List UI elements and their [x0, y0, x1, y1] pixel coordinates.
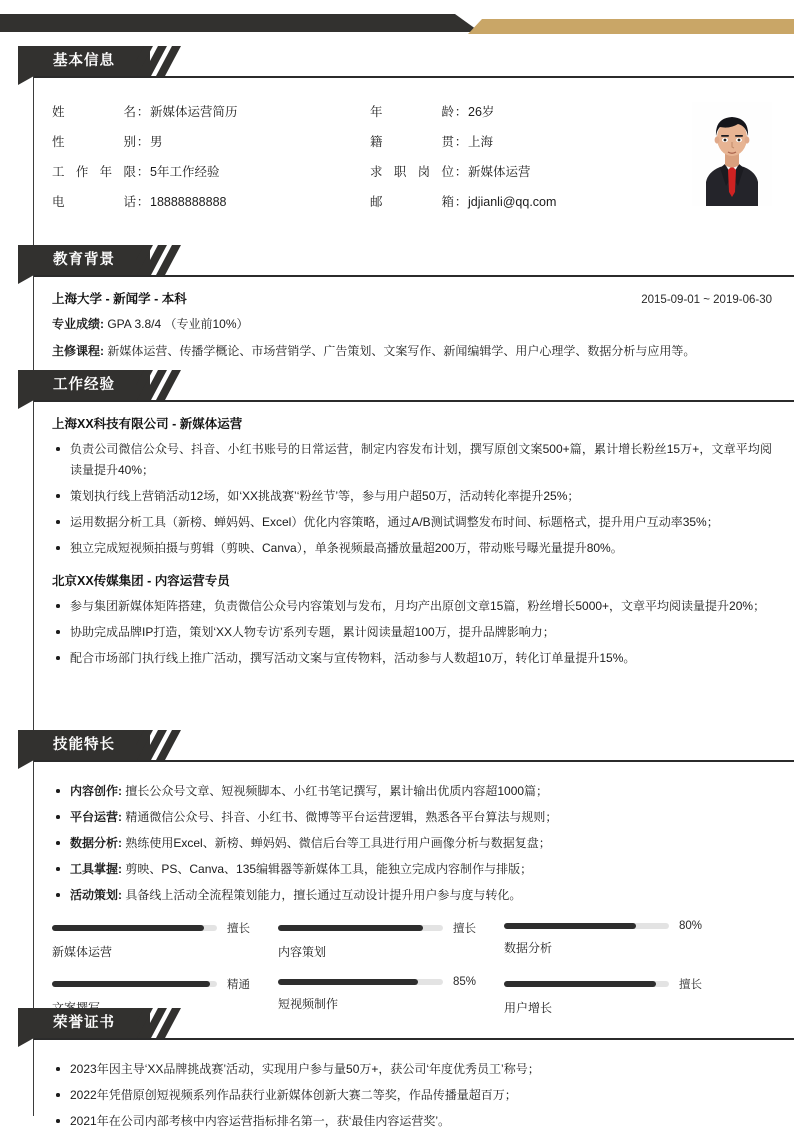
list-item: 参与集团新媒体矩阵搭建，负责微信公众号内容策划与发布，月均产出原创文章15篇，粉丝增长5000+，文章平均阅读量提升20%；: [52, 596, 772, 617]
education-courses-line: [52, 342, 772, 361]
skill-bar-value: 擅长: [227, 923, 250, 935]
skills-body: [52, 764, 772, 1032]
list-item: [52, 807, 772, 828]
skill-bar-item: [278, 920, 504, 960]
list-item: [52, 833, 772, 854]
list-item: 2021年在公司内部考核中内容运营指标排名第一，获‘最佳内容运营奖’。: [52, 1111, 772, 1132]
work-bullet-list: [52, 439, 772, 559]
info-label-age: 年 龄: [370, 105, 454, 119]
info-colon: ：: [454, 105, 468, 119]
skill-bar-line: [278, 920, 504, 936]
work-entry: [52, 571, 772, 669]
skill-label: 平台运营:: [70, 810, 122, 824]
skill-bar-line: [504, 920, 730, 932]
skills-bullet-list: [52, 781, 772, 906]
skill-bar-name: 用户增长: [504, 1001, 553, 1015]
info-row-experience: [52, 162, 370, 192]
banner-gold-stripe: [468, 19, 794, 34]
list-item: 2022年凭借原创短视频系列作品获行业新媒体创新大赛二等奖，作品传播量超百万；: [52, 1085, 772, 1106]
info-value-gender: 男: [150, 135, 163, 149]
basic-info-body: [52, 80, 772, 222]
skill-bar-name: 数据分析: [504, 941, 553, 955]
basic-info-grid: [52, 90, 772, 222]
skill-bar-line: [52, 920, 278, 936]
education-date-range: 2015-09-01 ~ 2019-06-30: [641, 294, 772, 306]
skill-bar-name: 新媒体运营: [52, 945, 113, 959]
info-label-email: 邮 箱: [370, 195, 454, 209]
list-item: 运用数据分析工具（新榜、蝉妈妈、Excel）优化内容策略，通过A/B测试调整发布时间、标题格式，提升用户互动率35%；: [52, 512, 772, 533]
section-badge-notch: [18, 400, 34, 409]
banner-dark-stripe: [0, 14, 480, 32]
education-courses-label: 主修课程:: [52, 343, 104, 358]
section-rule: [34, 76, 794, 78]
info-colon: ：: [454, 135, 468, 149]
info-colon: ：: [454, 165, 468, 179]
skill-text: 精通微信公众号、抖音、小红书、微博等平台运营逻辑，熟悉各平台算法与规则；: [125, 810, 558, 824]
section-header-basic-info: [18, 46, 794, 80]
info-row-email: [370, 192, 688, 222]
list-item: [52, 781, 772, 802]
photo-container: [688, 102, 772, 222]
info-label-name: 姓 名: [52, 105, 136, 119]
section-header-education: [18, 245, 794, 279]
skill-bar-name: 短视频制作: [278, 997, 339, 1011]
info-label-hometown: 籍 贯: [370, 135, 454, 149]
skill-bar-fill: [52, 981, 210, 987]
section-work-experience: [0, 370, 794, 674]
section-badge-notch: [18, 1038, 34, 1047]
skill-bar-line: [504, 976, 730, 992]
section-rule: [34, 275, 794, 277]
info-value-position: 新媒体运营: [468, 165, 531, 179]
education-school: 上海大学 - 新闻学 - 本科: [52, 292, 187, 306]
info-value-name: 新媒体运营简历: [150, 105, 238, 119]
skill-bar-name: 内容策划: [278, 945, 327, 959]
skill-bar-value: 擅长: [679, 979, 702, 991]
skill-bar-line: [52, 976, 278, 992]
skill-label: 数据分析:: [70, 836, 122, 850]
info-value-experience: 5年工作经验: [150, 165, 220, 179]
skill-bar-track: [504, 981, 669, 987]
section-badge-notch: [18, 275, 34, 284]
skill-bar-fill: [278, 979, 418, 985]
skill-label: 工具掌握:: [70, 862, 122, 876]
info-colon: ：: [136, 105, 150, 119]
skill-bar-value: 80%: [679, 920, 703, 932]
portrait-illustration: [692, 102, 772, 206]
education-courses-value: 新媒体运营、传播学概论、市场营销学、广告策划、文案写作、新闻编辑学、用户心理学、数据分析与应用等。: [107, 343, 696, 358]
section-title-education: 教育背景: [53, 252, 115, 268]
info-row-gender: [52, 132, 370, 162]
list-item: [52, 859, 772, 880]
work-entry: [52, 414, 772, 559]
work-bullet-list: [52, 596, 772, 669]
info-label-gender: 性 别: [52, 135, 136, 149]
section-header-work: [18, 370, 794, 404]
info-row-name: [52, 102, 370, 132]
list-item: 配合市场部门执行线上推广活动，撰写活动文案与宣传物料，活动参与人数超10万，转化订单量提升15%。: [52, 648, 772, 669]
honors-body: [52, 1042, 772, 1132]
info-value-phone: 18888888888: [150, 195, 227, 209]
section-rule: [34, 1038, 794, 1040]
info-colon: ：: [136, 135, 150, 149]
skill-bar-fill: [52, 925, 204, 931]
section-header-honors: [18, 1008, 794, 1042]
work-company-title: 北京XX传媒集团 - 内容运营专员: [52, 574, 230, 588]
info-value-age: 26岁: [468, 105, 495, 119]
skill-bar-fill: [504, 981, 656, 987]
skill-text: 擅长公众号文章、短视频脚本、小红书笔记撰写，累计输出优质内容超1000篇；: [125, 784, 549, 798]
section-basic-info: [0, 46, 794, 222]
honors-bullet-list: [52, 1059, 772, 1132]
skill-bar-track: [52, 981, 217, 987]
info-colon: ：: [136, 195, 150, 209]
section-header-skills: [18, 730, 794, 764]
skill-bar-fill: [278, 925, 423, 931]
basic-info-column-left: [52, 102, 370, 222]
info-label-phone: 电 话: [52, 195, 136, 209]
education-gpa-value: GPA 3.8/4 （专业前10%）: [107, 317, 249, 331]
education-gpa-label: 专业成绩:: [52, 317, 104, 331]
info-value-hometown: 上海: [468, 135, 494, 149]
avatar-photo: [692, 102, 772, 206]
education-entry-header: [52, 289, 772, 307]
list-item: 负责公司微信公众号、抖音、小红书账号的日常运营，制定内容发布计划，撰写原创文案500+篇，累计增长粉丝15万+，文章平均阅读量提升40%；: [52, 439, 772, 481]
section-title-honors: 荣誉证书: [53, 1015, 115, 1031]
list-item: 协助完成品牌IP打造，策划‘XX人物专访’系列专题，累计阅读量超100万，提升品牌影响力；: [52, 622, 772, 643]
education-gpa-line: [52, 315, 772, 334]
education-body: [52, 279, 772, 360]
section-title-skills: 技能特长: [53, 737, 115, 753]
skill-text: 熟练使用Excel、新榜、蝉妈妈、微信后台等工具进行用户画像分析与数据复盘；: [125, 836, 551, 850]
skill-bar-item: [52, 920, 278, 960]
section-rule: [34, 400, 794, 402]
skill-bar-track: [278, 925, 443, 931]
skill-bar-line: [278, 976, 504, 988]
section-title-work: 工作经验: [53, 377, 115, 393]
skill-text: 具备线上活动全流程策划能力，擅长通过互动设计提升用户参与度与转化。: [125, 888, 522, 902]
section-skills: [0, 730, 794, 1032]
info-row-position: [370, 162, 688, 192]
list-item: 独立完成短视频拍摄与剪辑（剪映、Canva），单条视频最高播放量超200万，带动账号曝光量提升80%。: [52, 538, 772, 559]
section-education: [0, 245, 794, 360]
info-label-experience: 工 作 年 限: [52, 165, 136, 179]
section-rule: [34, 760, 794, 762]
info-row-age: [370, 102, 688, 132]
skill-bar-value: 擅长: [453, 923, 476, 935]
basic-info-column-right: [370, 102, 688, 222]
work-company-title: 上海XX科技有限公司 - 新媒体运营: [52, 417, 243, 431]
info-value-email: jdjianli@qq.com: [468, 195, 557, 209]
skill-bar-fill: [504, 923, 636, 929]
info-colon: ：: [454, 195, 468, 209]
info-row-hometown: [370, 132, 688, 162]
skill-bar-track: [504, 923, 669, 929]
skill-label: 内容创作:: [70, 784, 122, 798]
section-title-basic-info: 基本信息: [53, 53, 115, 69]
skill-bar-track: [52, 925, 217, 931]
list-item: 2023年因主导‘XX品牌挑战赛’活动，实现用户参与量50万+，获公司‘年度优秀员工’称号；: [52, 1059, 772, 1080]
work-body: [52, 404, 772, 669]
section-badge-notch: [18, 76, 34, 85]
info-row-phone: [52, 192, 370, 222]
info-colon: ：: [136, 165, 150, 179]
info-label-position: 求 职 岗 位: [370, 165, 454, 179]
top-decorative-banner: [0, 0, 794, 40]
skill-bar-value: 精通: [227, 979, 250, 991]
section-honors: [0, 1008, 794, 1137]
section-badge-notch: [18, 760, 34, 769]
list-item: [52, 885, 772, 906]
skill-label: 活动策划:: [70, 888, 122, 902]
skill-bar-item: [504, 920, 730, 960]
skill-text: 剪映、PS、Canva、135编辑器等新媒体工具，能独立完成内容制作与排版；: [125, 862, 533, 876]
skill-bar-value: 85%: [453, 976, 477, 988]
list-item: 策划执行线上营销活动12场，如‘XX挑战赛’‘粉丝节’等，参与用户超50万，活动转化率提升25%；: [52, 486, 772, 507]
skill-bar-track: [278, 979, 443, 985]
